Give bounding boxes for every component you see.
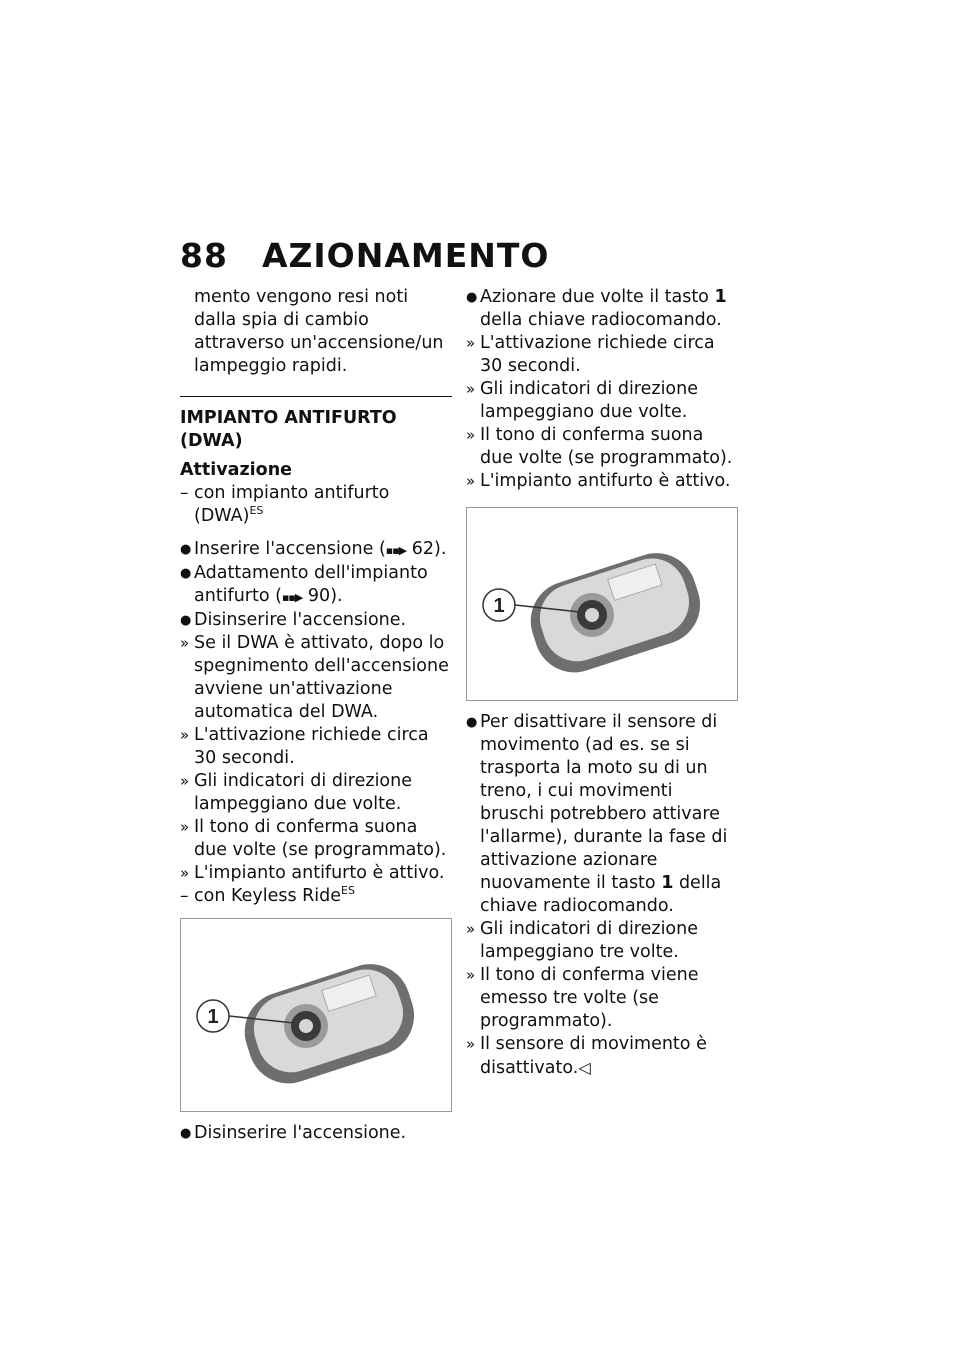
key-fob-illustration — [467, 508, 737, 700]
page-ref-arrow-icon: ▪▪▶ — [281, 591, 303, 604]
step-item: ● Per disattivare il sensore di movimento (ad es. se si trasporta la moto su di un treno, i cui movimenti bruschi potrebbero attivare l'allarme), durante la fase di attivazione azionare nuovamente il tasto 1 della chiave radiocomando. — [466, 712, 728, 916]
result-marker: » — [180, 634, 190, 652]
page-ref-link[interactable]: 62 — [411, 539, 434, 559]
result-item: » Il tono di conferma suona due volte (se programmato). — [180, 817, 447, 860]
result-item: » Il sensore di movimento è disattivato.◁ — [466, 1034, 707, 1078]
intro-paragraph: mento vengono resi noti dalla spia di cambio attraverso un'accensione/un lampeggio rapidi. — [194, 287, 444, 376]
bullet-marker: ● — [180, 542, 192, 557]
section-divider — [180, 396, 452, 397]
dash-marker: – — [180, 886, 189, 906]
key-fob-figure — [180, 918, 452, 1112]
dash-marker: – — [180, 483, 189, 503]
result-item: » L'attivazione richiede circa 30 secondi. — [180, 725, 429, 768]
result-item: » Il tono di conferma viene emesso tre volte (se programmato). — [466, 965, 699, 1031]
figure-callout-label: 1 — [207, 1006, 219, 1028]
result-marker: » — [466, 426, 476, 444]
result-item: » Gli indicatori di direzione lampeggiano due volte. — [466, 379, 698, 422]
condition-item: – con Keyless Ride$^{ES}$ — [180, 884, 355, 906]
bullet-marker: ● — [180, 613, 192, 628]
page-ref-link[interactable]: 90 — [307, 586, 331, 606]
end-of-section-icon: ◁ — [578, 1058, 591, 1077]
step-item: ● Disinserire l'accensione. — [180, 610, 407, 630]
page-ref-arrow-icon: ▪▪▶ — [385, 544, 407, 557]
bullet-marker: ● — [180, 566, 192, 581]
result-marker: » — [180, 772, 190, 790]
bullet-marker: ● — [466, 290, 478, 305]
result-marker: » — [466, 380, 476, 398]
result-item: » L'impianto antifurto è attivo. — [466, 471, 731, 491]
step-item: ● Adattamento dell'impianto antifurto (▪▪▶ 90). — [180, 562, 452, 609]
condition-item: – con impianto antifurto (DWA)$^{ES}$ — [180, 483, 390, 526]
result-marker: » — [466, 920, 476, 938]
section-title: IMPIANTO ANTIFURTO (DWA) — [180, 408, 397, 451]
result-item: » Se il DWA è attivato, dopo lo spegnimento dell'accensione avviene un'attivazione automatica del DWA. — [180, 633, 449, 722]
key-fob-figure — [466, 507, 738, 701]
result-marker: » — [180, 864, 190, 882]
result-marker: » — [466, 966, 476, 984]
step-item: ● Inserire l'accensione (▪▪▶ 62). — [180, 538, 452, 562]
result-item: » Il tono di conferma suona due volte (se programmato). — [466, 425, 733, 468]
result-marker: » — [466, 334, 476, 352]
page-header — [180, 236, 549, 275]
page-number: 88 — [180, 236, 228, 275]
result-marker: » — [466, 1035, 476, 1053]
result-marker: » — [466, 472, 476, 490]
right-column — [466, 286, 738, 1080]
result-item: » L'attivazione richiede circa 30 secondi. — [466, 333, 715, 376]
result-marker: » — [180, 726, 190, 744]
result-marker: » — [180, 818, 190, 836]
key-fob-illustration — [181, 919, 451, 1111]
figure-callout-label: 1 — [493, 595, 505, 617]
step-item: ● Azionare due volte il tasto 1 della chiave radiocomando. — [466, 287, 727, 330]
subsection-title: Attivazione — [180, 460, 293, 480]
result-item: » Gli indicatori di direzione lampeggiano due volte. — [180, 771, 412, 814]
bullet-marker: ● — [466, 715, 478, 730]
result-item: » L'impianto antifurto è attivo. — [180, 863, 445, 883]
left-column — [180, 286, 452, 1145]
step-item: ● Disinserire l'accensione. — [180, 1123, 407, 1143]
bullet-marker: ● — [180, 1126, 192, 1141]
page-title: AZIONAMENTO — [261, 236, 550, 275]
result-item: » Gli indicatori di direzione lampeggiano tre volte. — [466, 919, 698, 962]
